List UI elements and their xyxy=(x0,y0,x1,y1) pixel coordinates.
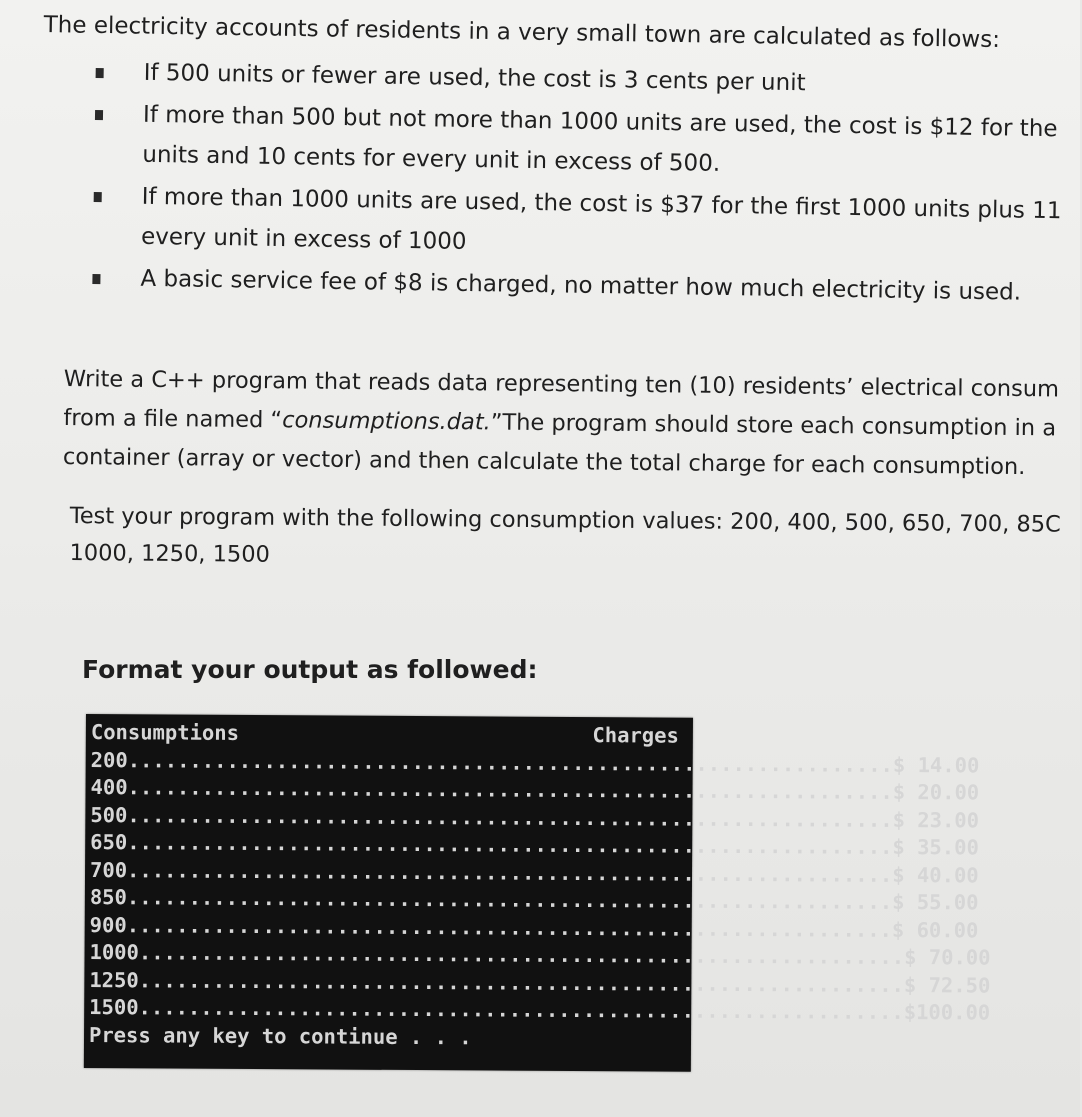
charge-value: $ 55.00 xyxy=(892,889,979,915)
rule-item xyxy=(89,176,1080,272)
charge-value: $ 70.00 xyxy=(904,945,991,970)
task-line: container (array or vector) and then calculate the total charge for each consumption. xyxy=(62,443,1026,481)
task-text: from a file named xyxy=(63,404,271,434)
charge-value: $ 60.00 xyxy=(891,917,979,942)
bullet-icon xyxy=(95,110,103,120)
task-description xyxy=(63,360,1080,488)
charge-value: $ 14.00 xyxy=(892,752,980,777)
dot-leader: .............................................................. xyxy=(127,747,894,777)
filename: consumptions.dat. xyxy=(282,407,491,436)
intro-text: The electricity accounts of residents in a very small town are calculated as follows: xyxy=(43,11,1001,54)
quote-close: ” xyxy=(490,409,503,436)
test-line: Test your program with the following consumption values: 200, 400, 500, 650, 700, 85C xyxy=(69,502,1061,538)
consumption-value: 200 xyxy=(90,747,128,772)
console-row xyxy=(89,994,991,1025)
console-row xyxy=(89,884,979,915)
rule-item xyxy=(90,94,1081,190)
rule-line: A basic service fee of $8 is charged, no matter how much electricity is used. xyxy=(140,265,1022,306)
dot-leader: .............................................................. xyxy=(127,802,893,832)
bullet-icon xyxy=(96,68,104,78)
console-row xyxy=(90,774,980,805)
consumption-value: 500 xyxy=(90,802,128,827)
charge-value: $ 23.00 xyxy=(892,807,980,832)
consumption-value: 1000 xyxy=(89,940,139,965)
charge-value: $100.00 xyxy=(903,1000,991,1025)
console-row xyxy=(89,967,991,998)
charges-header: Charges xyxy=(592,723,679,748)
dot-leader: .............................................................. xyxy=(127,857,893,887)
task-line: Write a C++ program that reads data representing ten (10) residents’ electrical consum xyxy=(63,365,1060,403)
console-row xyxy=(89,939,991,970)
dot-leader: .............................................................. xyxy=(127,775,893,804)
dot-leader: .............................................................. xyxy=(138,967,905,997)
dot-leader: .............................................................. xyxy=(138,995,904,1025)
consumption-value: 700 xyxy=(89,857,128,882)
charge-value: $ 20.00 xyxy=(892,779,980,805)
consumption-value: 400 xyxy=(90,775,128,800)
console-output xyxy=(84,714,991,1072)
console-row xyxy=(90,802,980,833)
dot-leader: .............................................................. xyxy=(138,940,905,970)
format-heading: Format your output as followed: xyxy=(82,655,538,684)
consumptions-header: Consumptions xyxy=(90,720,240,745)
rule-line: If 500 units or fewer are used, the cost is 3 cents per unit xyxy=(143,59,806,97)
rule-line: If more than 1000 units are used, the cost is $37 for the first 1000 units plus 11 xyxy=(141,183,1062,225)
rules-list xyxy=(88,52,1082,314)
console-row xyxy=(90,829,979,860)
dot-leader: .............................................................. xyxy=(126,885,893,914)
consumption-value: 850 xyxy=(89,885,127,910)
rule-line: If more than 500 but not more than 1000 units are used, the cost is $12 for the xyxy=(142,101,1058,143)
consumption-value: 650 xyxy=(90,830,128,855)
dot-leader: .............................................................. xyxy=(126,912,893,942)
console-row xyxy=(89,857,979,888)
consumption-value: 900 xyxy=(89,912,127,937)
consumption-value: 1500 xyxy=(89,995,139,1020)
console-row xyxy=(89,912,979,943)
console-header xyxy=(91,719,679,750)
rule-line: every unit in excess of 1000 xyxy=(140,223,467,255)
console-row xyxy=(90,747,980,778)
rule-line: units and 10 cents for every unit in excess of 500. xyxy=(142,141,721,177)
charge-value: $ 72.50 xyxy=(903,972,991,998)
quote-open: “ xyxy=(270,407,283,434)
press-any-key-prompt: Press any key to continue . . . xyxy=(88,1022,472,1049)
charge-value: $ 40.00 xyxy=(892,862,979,887)
charge-value: $ 35.00 xyxy=(892,834,979,860)
task-text: The program should store each consumption in a xyxy=(502,409,1057,442)
bullet-icon xyxy=(92,274,100,284)
dot-leader: .............................................................. xyxy=(127,830,893,859)
bullet-icon xyxy=(94,192,102,202)
test-instructions xyxy=(69,498,1080,581)
consumption-value: 1250 xyxy=(89,967,139,992)
test-line: 1000, 1250, 1500 xyxy=(69,539,271,568)
